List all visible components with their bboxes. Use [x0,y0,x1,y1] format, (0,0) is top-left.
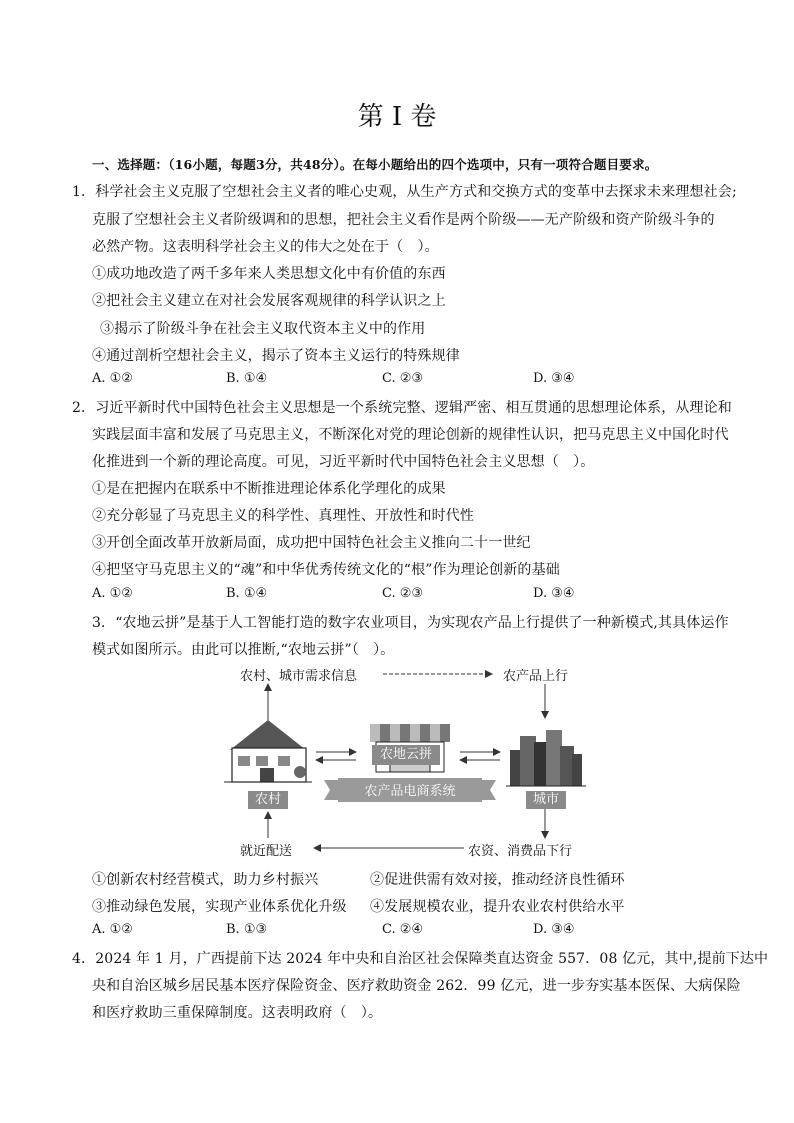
question-stem-line: 克服了空想社会主义者阶级调和的思想，把社会主义看作是两个阶级——无产阶级和资产阶级斗争的 [92,212,715,228]
statement-4: ④把坚守马克思主义的“魂”和中华优秀传统文化的“根”作为理论创新的基础 [92,562,560,578]
demand-info-label: 农村、城市需求信息 [240,669,358,684]
option-d[interactable]: D. ③④ [533,922,575,937]
question-stem-line: 模式如图所示。由此可以推断,“农地云拼”（ ）。 [92,642,395,658]
platform-tag: 农地云拼 [372,745,440,765]
statement-1: ①是在把握内在联系中不断推进理论体系化学理化的成果 [92,481,446,497]
question-stem-line: 化推进到一个新的理论高度。可见，习近平新时代中国特色社会主义思想（ ）。 [92,454,595,470]
option-b[interactable]: B. ①④ [226,586,268,601]
village-house-icon [224,720,312,782]
option-a[interactable]: A. ①② [92,371,133,386]
question-stem-line: 央和自治区城乡居民基本医疗保险资金、医疗救助资金 262．99 亿元，进一步夯实基本医保、大病保险 [92,978,741,994]
statement-4: ④发展规模农业，提升农业农村供给水平 [370,899,625,915]
option-b[interactable]: B. ①③ [226,922,268,937]
option-a[interactable]: A. ①② [92,586,133,601]
option-d[interactable]: D. ③④ [533,371,575,386]
upward-label: 农产品上行 [503,669,569,684]
delivery-label: 就近配送 [240,844,293,859]
statement-3: ③推动绿色发展，实现产业体系优化升级 [92,899,347,915]
statement-2: ②促进供需有效对接，推动经济良性循环 [370,872,625,888]
question-stem-line: 2．习近平新时代中国特色社会主义思想是一个系统完整、逻辑严密、相互贯通的思想理论体系，从理论和 [72,400,732,416]
page-title: 第 I 卷 [357,102,437,132]
ecommerce-banner: 农产品电商系统 [364,784,456,799]
section-instruction: 一、选择题：（16小题，每题3分，共48分）。在每小题给出的四个选项中，只有一项符合题目要求。 [92,157,658,172]
option-d[interactable]: D. ③④ [533,586,575,601]
statement-3: ③揭示了阶级斗争在社会主义取代资本主义中的作用 [100,321,426,337]
question-stem-line: 和医疗救助三重保障制度。这表明政府（ ）。 [92,1005,383,1021]
city-tag: 城市 [526,791,566,809]
statement-2: ②充分彰显了马克思主义的科学性、真理性、开放性和时代性 [92,508,475,524]
question-stem-line: 实践层面丰富和发展了马克思主义，不断深化对党的理论创新的规律性认识，把马克思主义中国化时代 [92,427,729,443]
city-buildings-icon [506,730,586,786]
option-b[interactable]: B. ①④ [226,371,268,386]
statement-3: ③开创全面改革开放新局面，成功把中国特色社会主义推向二十一世纪 [92,535,531,551]
downward-label: 农资、消费品下行 [468,844,573,859]
village-tag: 农村 [248,791,288,809]
option-c[interactable]: C. ②④ [382,922,424,937]
option-a[interactable]: A. ①② [92,922,133,937]
statement-4: ④通过剖析空想社会主义，揭示了资本主义运行的特殊规律 [92,348,460,364]
statement-1: ①创新农村经营模式，助力乡村振兴 [92,872,319,888]
option-c[interactable]: C. ②③ [382,586,424,601]
statement-2: ②把社会主义建立在对社会发展客观规律的科学认识之上 [92,293,446,309]
question-stem-line: 1．科学社会主义克服了空想社会主义者的唯心史观，从生产方式和交换方式的变革中去探求未来理想社会; [72,184,737,200]
statement-1: ①成功地改造了两千多年来人类思想文化中有价值的东西 [92,266,446,282]
option-c[interactable]: C. ②③ [382,371,424,386]
question-stem-line: 必然产物。这表明科学社会主义的伟大之处在于（ ）。 [92,239,439,255]
question-stem-line: 4．2024 年 1 月，广西提前下达 2024 年中央和自治区社会保障类直达资金 557．08 亿元，其中,提前下达中 [72,951,769,967]
question-stem-line: 3．“农地云拼”是基于人工智能打造的数字农业项目，为实现农产品上行提供了一种新模式,其具体运作 [92,615,729,631]
